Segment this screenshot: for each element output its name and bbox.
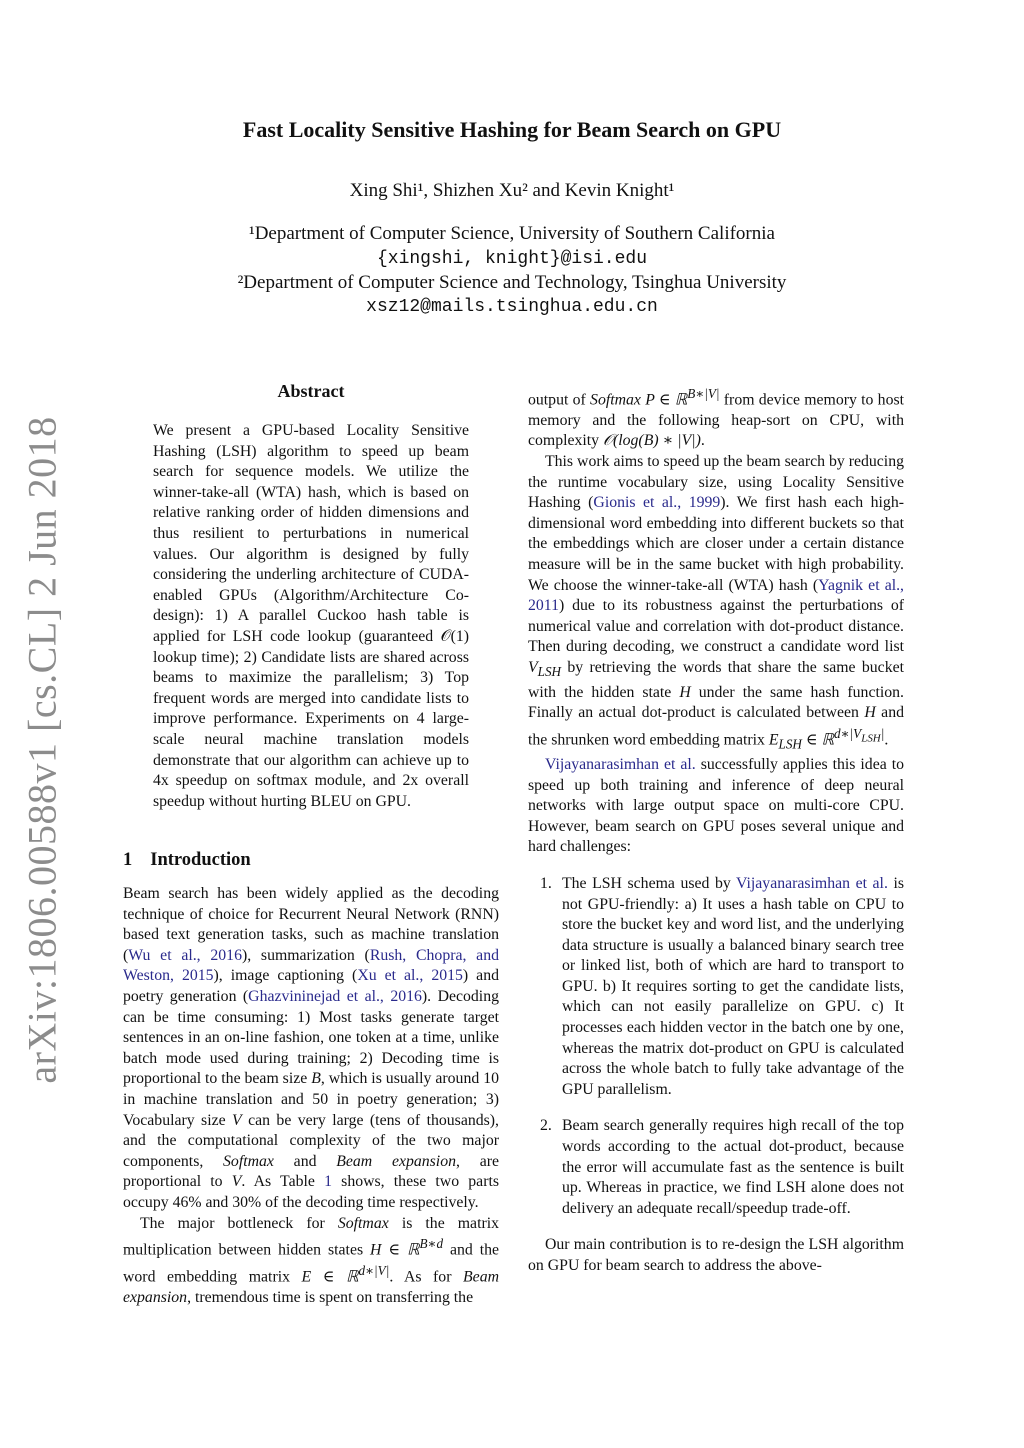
text-run: is not GPU-friendly: a) It uses a hash table on CPU to store the bucket key and word list, and the underlying data structure is usually a balanced binary search tree or linked list, both of which are hard to transport to GPU. b) It requires sorting to get the candidate lists, which can not easily parallelize on GPU. c) It processes each hidden vector in the batch one by one, whereas the matrix dot-product on GPU is calculated across the whole batch to fully take advantage of the GPU parallelism. xyxy=(562,874,904,1098)
emphasis: Softmax xyxy=(337,1214,389,1232)
citation-link[interactable]: Vijayanarasimhan et al. xyxy=(736,874,888,892)
math-superscript: B∗d xyxy=(419,1236,444,1252)
math-symbol: V xyxy=(232,1111,242,1129)
text-run: . xyxy=(700,432,705,450)
section-heading-introduction xyxy=(123,850,251,871)
citation-link[interactable]: Ghazvininejad et al., 2016 xyxy=(248,987,422,1005)
text-run: successfully applies this idea to speed up both training and inference of deep neural networks with large output space on multi-core CPU. However, beam search on GPU poses several unique and hard challenges: xyxy=(528,755,905,856)
math-subscript: LSH xyxy=(861,732,881,745)
affiliation-1: ¹Department of Computer Science, University of Southern California xyxy=(249,223,775,244)
table-reference-link[interactable]: 1 xyxy=(324,1173,332,1191)
math-superscript xyxy=(834,725,885,745)
text-run: Beam search generally requires high recall of the top words according to the actual dot-product, because the error will accumulate fast as the sentence is built up. Whereas in practice, we find LSH alone does not delivery an adequate recall/speedup trade-off. xyxy=(562,1117,904,1217)
challenge-list xyxy=(528,874,904,1220)
citation-link[interactable]: Rush, Chopra, and Weston, 2015 xyxy=(123,946,499,985)
text-run: ) due to its robustness against the perturbations of numerical value and correlation with dot-product distance. Then during decoding, we construct a candidate word list xyxy=(528,597,904,656)
abstract-body xyxy=(153,421,469,812)
text-run: , tremendous time is spent on transferring the xyxy=(187,1288,474,1306)
math-symbol: H xyxy=(679,683,691,701)
citation-link[interactable]: Vijayanarasimhan et al. xyxy=(545,755,696,773)
list-item xyxy=(528,1116,904,1219)
citation-link[interactable]: Xu et al., 2015 xyxy=(357,967,463,985)
text-run: . As for xyxy=(389,1268,464,1286)
author-list: Xing Shi¹, Shizhen Xu² and Kevin Knight¹ xyxy=(349,180,675,201)
text-run: The major bottleneck for xyxy=(140,1214,338,1232)
right-paragraph-1 xyxy=(528,452,904,755)
abstract-heading: Abstract xyxy=(277,381,345,401)
right-column xyxy=(528,384,904,1277)
right-paragraph-0 xyxy=(528,384,904,452)
text-run: ), image captioning ( xyxy=(213,967,358,985)
emphasis: Softmax xyxy=(590,391,641,409)
text-run: by retrieving the words that share the same bucket with the hidden state xyxy=(528,658,904,701)
math-subscript: LSH xyxy=(537,664,562,680)
math-symbol: V xyxy=(528,658,538,676)
right-paragraph-3: Our main contribution is to re-design the LSH algorithm on GPU for beam search to address the above- xyxy=(528,1236,904,1274)
email-2: xsz12@mails.tsinghua.edu.cn xyxy=(366,297,658,317)
intro-column xyxy=(123,884,499,1308)
text-run: output of xyxy=(528,391,591,409)
emphasis: Softmax xyxy=(223,1152,274,1170)
list-item xyxy=(528,874,904,1101)
text-run: ) and poetry generation ( xyxy=(123,967,499,1005)
list-marker: 1. xyxy=(540,874,552,892)
intro-paragraph-2 xyxy=(123,1214,499,1309)
text-run: ), summarization ( xyxy=(241,946,370,964)
text-run: This work aims to speed up the beam search by reducing the runtime vocabulary size, using Locality Sensitive Hashing ( xyxy=(528,453,904,512)
abstract-text: We present a GPU-based Locality Sensitive Hashing (LSH) algorithm to speed up beam search for sequence models. We utilize the winner-take-all (WTA) hash, which is based on relative ranking order of hidden dimensions and thus resilient to perturbations in numerical values. Our algorithm is designed by fully considering the underling architecture of CUDA-enabled GPUs (Algorithm/Architecture Co-design): 1) A parallel Cuckoo hash table is applied for LSH code lookup (guaranteed 𝒪(1) lookup time); 2) Candidate lists are shared across beams to maximize the parallelism; 3) Top frequent words are merged into candidate lists to improve performance. Experiments on 4 large-scale neural machine translation models demonstrate that our algorithm can achieve up to 4x speedup on softmax module, and 2x overall speedup without hurting BLEU on GPU. xyxy=(153,422,469,810)
text-run: shows, these two parts occupy 46% and 30% of the decoding time respectively. xyxy=(123,1173,499,1211)
citation-link[interactable]: Wu et al., 2016 xyxy=(128,946,242,964)
text-run: . xyxy=(884,731,889,749)
text-run: , which is usually around 10 in machine translation and 50 in poetry generation; 3) Vocabulary size xyxy=(123,1070,499,1129)
text-run: is the matrix multiplication between hidden states xyxy=(123,1214,500,1259)
math-symbol: V xyxy=(231,1173,242,1191)
math-superscript-part: | xyxy=(880,725,885,741)
math-symbol: H xyxy=(864,704,876,722)
text-run: The LSH schema used by xyxy=(562,874,737,892)
text-run: from device memory to host memory and the following heap-sort on CPU, with complexity xyxy=(528,391,905,450)
math-expression: 𝒪(log(B) ∗ |V|) xyxy=(603,432,701,450)
text-run: and xyxy=(273,1152,337,1170)
text-run: , are proportional to xyxy=(123,1152,499,1191)
math-superscript: B∗|V| xyxy=(687,386,720,401)
math-expression: P ∈ ℝ xyxy=(645,391,688,409)
math-expression: E ∈ ℝ xyxy=(301,1268,359,1286)
text-run: can be very large (tens of thousands), and the computational complexity of the two major components, xyxy=(123,1111,500,1170)
text-run: ). Decoding can be time consuming: 1) Most tasks generate target sentences in an on-line fashion, one token at a time, unlike batch mode used during training; 2) Decoding time is proportional to the beam size xyxy=(123,987,499,1088)
right-paragraph-2 xyxy=(528,755,904,858)
arxiv-id: arXiv:1806.00588v1 [cs.CL] 2 Jun 2018 xyxy=(19,416,65,1084)
text-run: . As Table xyxy=(241,1173,325,1191)
text-run: ). We first hash each high-dimensional word embedding into different buckets so that the embeddings which are closer under a certain distance measure will be in the same bucket with high probability. We choose the winner-take-all (WTA) hash ( xyxy=(528,494,904,594)
emphasis: Beam expansion xyxy=(123,1268,499,1306)
list-marker: 2. xyxy=(540,1117,552,1135)
math-symbol: B xyxy=(311,1070,321,1088)
math-superscript: d∗|V| xyxy=(358,1262,390,1278)
affiliation-2: ²Department of Computer Science and Technology, Tsinghua University xyxy=(237,272,787,293)
text-run: and the shrunken word embedding matrix xyxy=(528,704,904,749)
section-title: Introduction xyxy=(150,850,251,870)
intro-paragraph-1 xyxy=(123,884,499,1214)
math-expression: ∈ ℝ xyxy=(801,731,835,749)
math-subscript: LSH xyxy=(778,736,802,752)
citation-link[interactable]: Gionis et al., 1999 xyxy=(593,494,721,512)
text-run: and the word embedding matrix xyxy=(123,1241,499,1286)
text-run: under the same hash function. Finally an actual dot-product is calculated between xyxy=(528,683,904,722)
text-run: Beam search has been widely applied as the decoding technique of choice for Recurrent Neural Network (RNN) based text generation tasks, such as machine translation ( xyxy=(123,885,499,964)
arxiv-sidebar-stamp xyxy=(14,416,70,1084)
math-superscript-part: d∗|V xyxy=(834,725,862,741)
math-expression: H ∈ ℝ xyxy=(370,1241,420,1259)
emphasis: Beam expansion xyxy=(336,1152,456,1170)
citation-link[interactable]: Yagnik et al., 2011 xyxy=(528,576,904,615)
paper-title: Fast Locality Sensitive Hashing for Beam Search on GPU xyxy=(242,117,782,142)
section-number: 1 xyxy=(123,850,133,870)
math-symbol: E xyxy=(768,731,779,749)
email-1: {xingshi, knight}@isi.edu xyxy=(376,249,648,269)
